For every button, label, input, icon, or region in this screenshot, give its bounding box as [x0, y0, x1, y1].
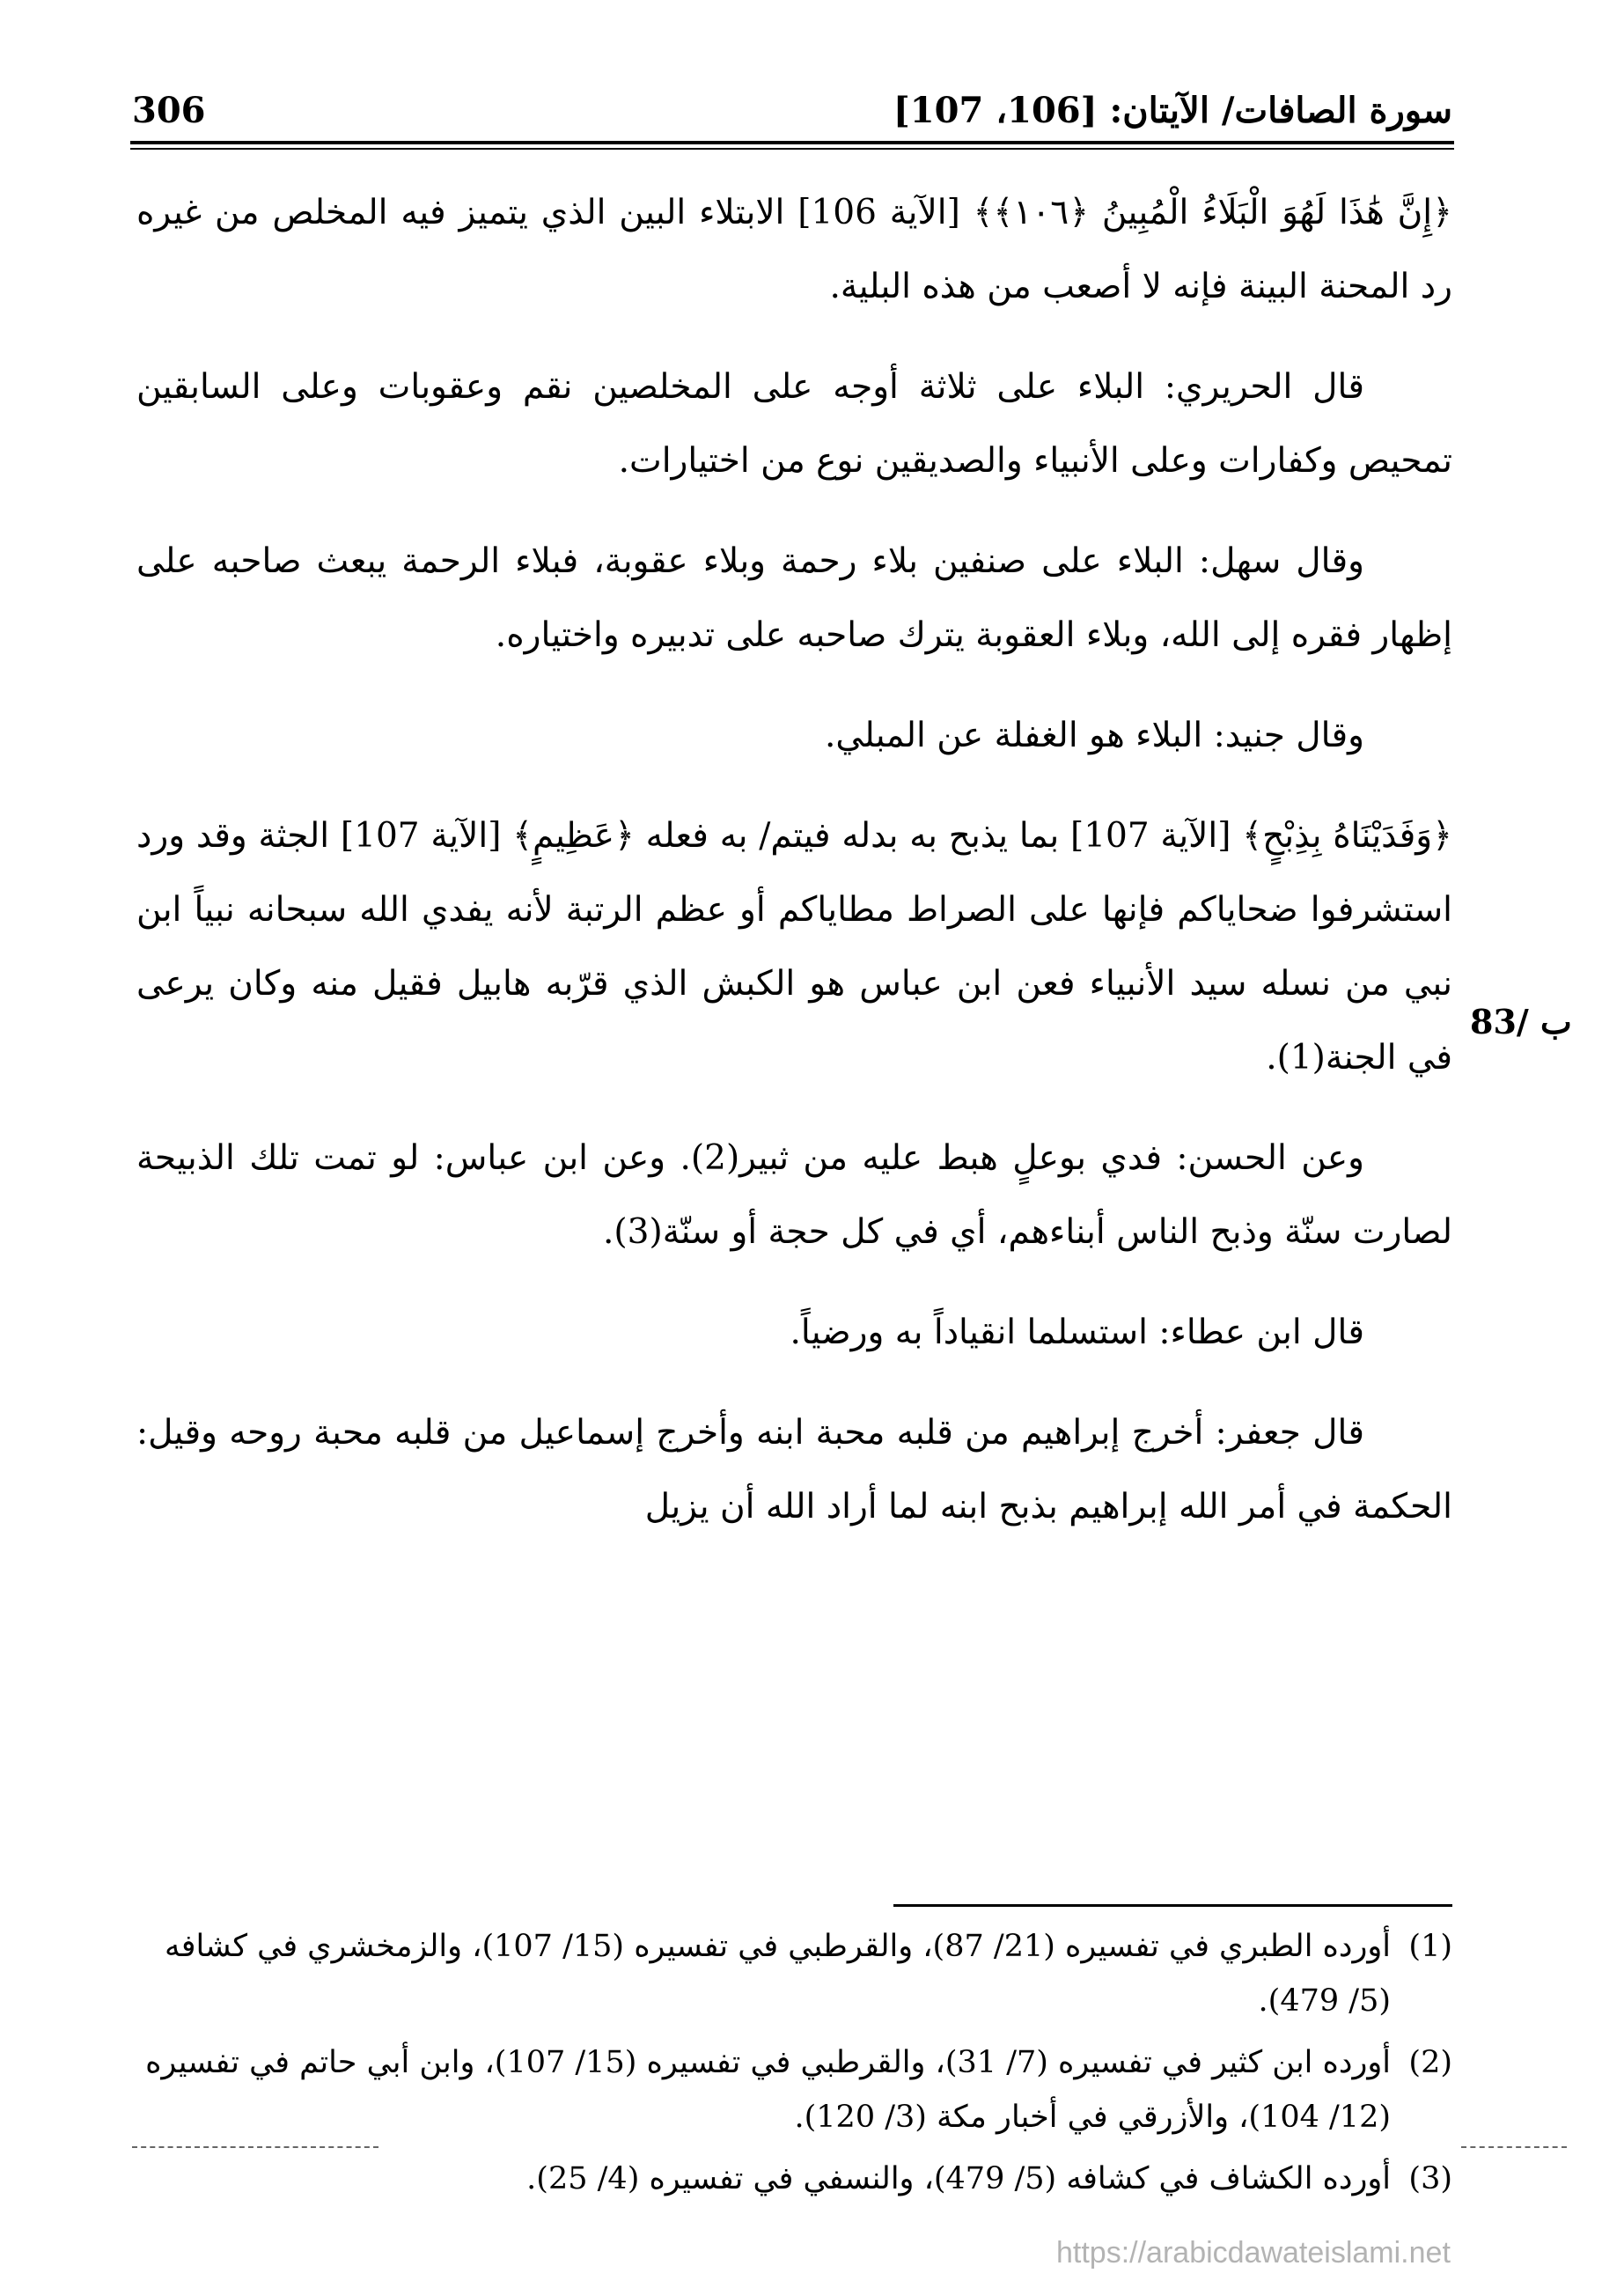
paragraph-hasan: وعن الحسن: فدي بوعلٍ هبط عليه من ثبير(2). وعن ابن عباس: لو تمت تلك الذبيحة لصارت سنّة وذبح الناس أبناءهم، أي في كل حجة أو سنّة(3).: [136, 1138, 1452, 1252]
footnote-number: (3): [1408, 2161, 1452, 2196]
paragraph-jafar: قال جعفر: أخرج إبراهيم من قلبه محبة ابنه وأخرج إسماعيل من قلبه محبة روحه وقيل: الحكمة في أمر الله إبراهيم بذبح ابنه لما أراد الله أن يزيل: [136, 1413, 1452, 1527]
paragraph-ibn-ata: قال ابن عطاء: استسلما انقياداً به ورضياً.: [790, 1313, 1364, 1352]
page-header: [132, 84, 1452, 136]
watermark: https://arabicdawateislami.net: [1056, 2236, 1451, 2270]
footnote-separator: [893, 1904, 1452, 1907]
scan-artifact-dashes: [1461, 2146, 1567, 2148]
paragraph-sahl: وقال سهل: البلاء على صنفين بلاء رحمة وبلاء عقوبة، فبلاء الرحمة يبعث صاحبه على إظهار فقره إلى الله، وبلاء العقوبة يترك صاحبه على تدبيره واختياره.: [136, 541, 1452, 655]
paragraph-junaid: وقال جنيد: البلاء هو الغفلة عن المبلي.: [824, 716, 1364, 755]
main-text: [136, 176, 1452, 1571]
running-title: سورة الصافات/ الآيتان: [106، 107]: [893, 89, 1452, 131]
footnote-text: أورده الكشاف في كشافه (5/ 479)، والنسفي في تفسيره (4/ 25).: [526, 2161, 1391, 2196]
paragraph-verse-106: ﴿إِنَّ هَٰذَا لَهُوَ الْبَلَاءُ الْمُبِينُ ﴿١٠٦﴾﴾ [الآية 106] الابتلاء البين الذي يتميز فيه المخلص من غيره رد المحنة البينة فإنه لا أصعب من هذه البلية.: [136, 193, 1452, 306]
footnote-number: (2): [1408, 2045, 1452, 2080]
footnote-text: أورده الطبري في تفسيره (21/ 87)، والقرطبي في تفسيره (15/ 107)، والزمخشري في كشافه (5/ 479).: [164, 1929, 1391, 2019]
footnote-number: (1): [1408, 1929, 1452, 1964]
page-number: 306: [132, 89, 206, 131]
header-rule-thick: [130, 141, 1454, 144]
footnotes: [136, 1919, 1452, 2213]
footnote-text: أورده ابن كثير في تفسيره (7/ 31)، والقرطبي في تفسيره (15/ 107)، وابن أبي حاتم في تفسيره (12/ 104)، والأزرقي في أخبار مكة (3/ 120).: [145, 2045, 1391, 2135]
footnote-1: [136, 1919, 1452, 2028]
manuscript-folio-marker: 83/ ب: [1470, 1002, 1572, 1041]
scan-artifact-dashes: [132, 2146, 378, 2148]
footnote-2: [136, 2035, 1452, 2145]
header-rule-thin: [130, 148, 1454, 150]
footnote-3: [136, 2152, 1452, 2206]
paragraph-verse-107: ﴿وَفَدَيْنَاهُ بِذِبْحٍ﴾ [الآية 107] بما يذبح به بدله فيتم/ به فعله ﴿عَظِيمٍ﴾ [الآية 107] الجثة وقد ورد استشرفوا ضحاياكم فإنها على الصراط مطاياكم أو عظم الرتبة لأنه يفدي الله سبحانه نبياً ابن نبي من نسله سيد الأنبياء فعن ابن عباس هو الكبش الذي قرّبه هابيل فقيل منه وكان يرعى في الجنة(1).: [136, 816, 1452, 1078]
paragraph-hariri: قال الحريري: البلاء على ثلاثة أوجه على المخلصين نقم وعقوبات وعلى السابقين تمحيص وكفارات وعلى الأنبياء والصديقين نوع من اختيارات.: [136, 367, 1452, 481]
